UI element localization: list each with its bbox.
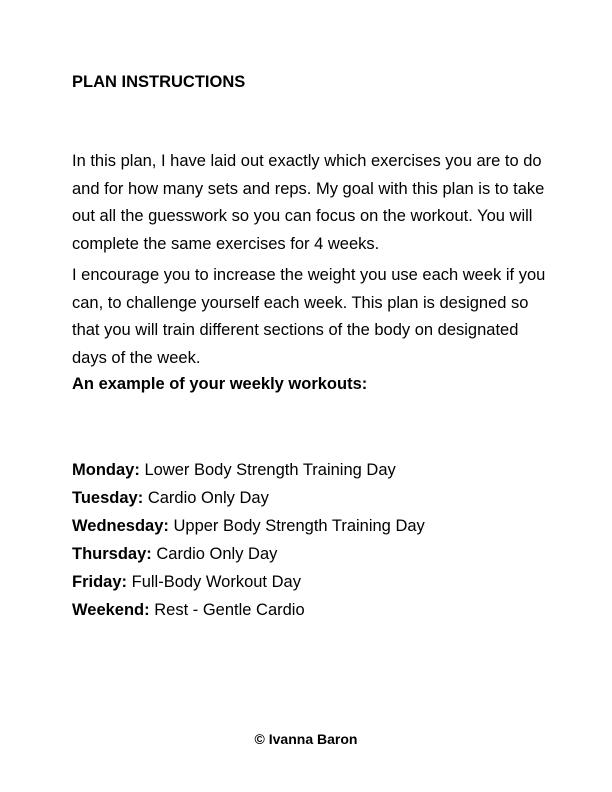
day-label: Friday:	[72, 573, 128, 591]
copyright-footer: © Ivanna Baron	[254, 731, 358, 747]
paragraph-intro: In this plan, I have laid out exactly which exercises you are to do and for how many sets and reps. My goal with this plan is to take out all the guesswork so you can focus on the workout. You will complete the same exercises for 4 weeks.	[72, 152, 545, 253]
day-label: Wednesday:	[72, 517, 169, 535]
example-heading: An example of your weekly workouts:	[72, 375, 368, 393]
day-activity: Upper Body Strength Training Day	[173, 517, 425, 535]
day-activity: Lower Body Strength Training Day	[144, 461, 396, 479]
paragraph-encourage: I encourage you to increase the weight you use each week if you can, to challenge yourself each week. This plan is designed so that you will train different sections of the body on designated days of the week.	[72, 266, 546, 367]
schedule-item	[72, 596, 425, 624]
page-title: PLAN INSTRUCTIONS	[72, 73, 246, 91]
schedule-item	[72, 512, 425, 540]
weekly-schedule	[72, 456, 425, 624]
day-activity: Rest - Gentle Cardio	[154, 601, 305, 619]
schedule-item	[72, 540, 425, 568]
schedule-item	[72, 456, 425, 484]
day-activity: Cardio Only Day	[156, 545, 278, 563]
day-label: Weekend:	[72, 601, 150, 619]
day-activity: Cardio Only Day	[147, 489, 269, 507]
day-label: Monday:	[72, 461, 140, 479]
schedule-item	[72, 568, 425, 596]
day-label: Thursday:	[72, 545, 152, 563]
schedule-item	[72, 484, 425, 512]
day-label: Tuesday:	[72, 489, 144, 507]
day-activity: Full-Body Workout Day	[131, 573, 301, 591]
